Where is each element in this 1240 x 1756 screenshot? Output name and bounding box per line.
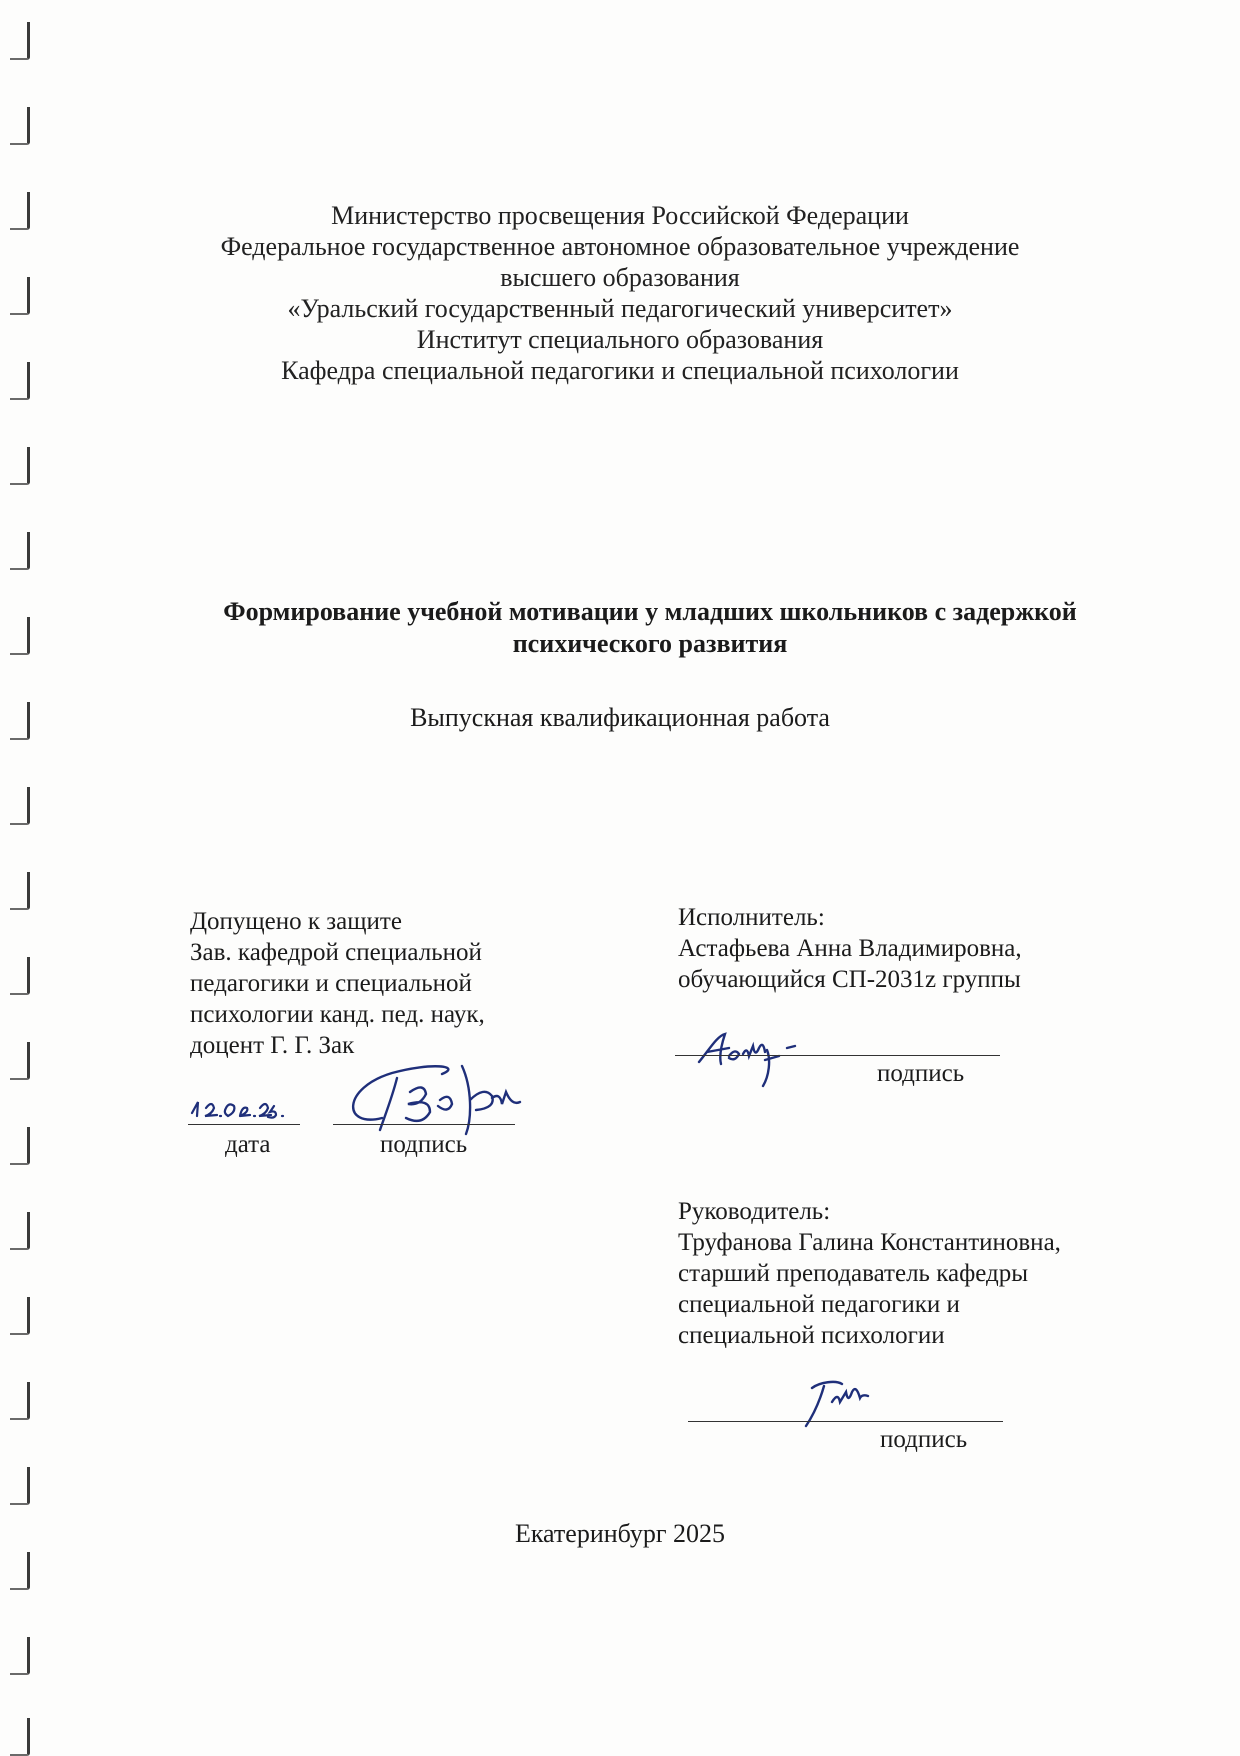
approval-line: Зав. кафедрой специальной	[190, 939, 482, 966]
city-year: Екатеринбург 2025	[514, 1519, 726, 1548]
binding-hole	[10, 107, 30, 145]
thesis-title-line-1: Формирование учебной мотивации у младших школьников с задержкой	[223, 597, 1077, 626]
head-signature-caption: подпись	[380, 1131, 468, 1158]
department-line: Кафедра специальной педагогики и специальной психологии	[281, 356, 959, 385]
author-name: Астафьева Анна Владимировна,	[678, 935, 1022, 962]
binding-hole	[10, 1637, 30, 1675]
binding-hole	[10, 872, 30, 910]
thesis-type: Выпускная квалификационная работа	[410, 703, 830, 732]
supervisor-signature-caption: подпись	[880, 1426, 968, 1453]
binding-hole	[10, 957, 30, 995]
binding-hole	[10, 532, 30, 570]
thesis-title	[150, 596, 1150, 660]
binding-hole	[10, 447, 30, 485]
institution-type-line: Федеральное государственное автономное образовательное учреждение	[220, 232, 1020, 261]
approval-line: педагогики и специальной	[190, 970, 472, 997]
approval-block	[190, 906, 485, 1061]
handwritten-date	[188, 1088, 298, 1128]
institute-line: Институт специального образования	[416, 325, 824, 354]
date-underline	[188, 1124, 300, 1125]
approval-line: доцент Г. Г. Зак	[190, 1032, 355, 1059]
author-signature-caption: подпись	[877, 1060, 965, 1087]
supervisor-department: специальной психологии	[678, 1322, 945, 1349]
university-name-line: «Уральский государственный педагогический университет»	[287, 294, 953, 323]
author-signature-line	[675, 1055, 1000, 1056]
institution-header	[0, 200, 1240, 386]
thesis-title-line-2: психического развития	[512, 629, 788, 658]
date-caption: дата	[225, 1131, 271, 1158]
supervisor-signature-line	[688, 1421, 1003, 1422]
approval-line: Допущено к защите	[190, 908, 402, 935]
binding-hole	[10, 1382, 30, 1420]
author-role: Исполнитель:	[678, 904, 825, 931]
binding-hole	[10, 1212, 30, 1250]
education-level-line: высшего образования	[500, 263, 740, 292]
supervisor-name: Труфанова Галина Константиновна,	[678, 1229, 1061, 1256]
binding-hole	[10, 1718, 30, 1756]
ministry-line: Министерство просвещения Российской Федерации	[331, 201, 909, 230]
supervisor-role: Руководитель:	[678, 1198, 831, 1225]
binding-hole	[10, 787, 30, 825]
supervisor-position: старший преподаватель кафедры	[678, 1260, 1029, 1287]
supervisor-signature	[790, 1372, 900, 1432]
binding-hole	[10, 1552, 30, 1590]
binding-hole	[10, 1297, 30, 1335]
head-signature-line	[333, 1124, 515, 1125]
supervisor-department: специальной педагогики и	[678, 1291, 960, 1318]
binding-hole	[10, 1127, 30, 1165]
binding-hole	[10, 1042, 30, 1080]
author-group: обучающийся СП-2031z группы	[678, 966, 1021, 993]
supervisor-block	[678, 1196, 1061, 1351]
binding-hole	[10, 617, 30, 655]
binding-hole	[10, 1467, 30, 1505]
author-block	[678, 902, 1022, 995]
binding-hole	[10, 22, 30, 60]
approval-line: психологии канд. пед. наук,	[190, 1001, 485, 1028]
